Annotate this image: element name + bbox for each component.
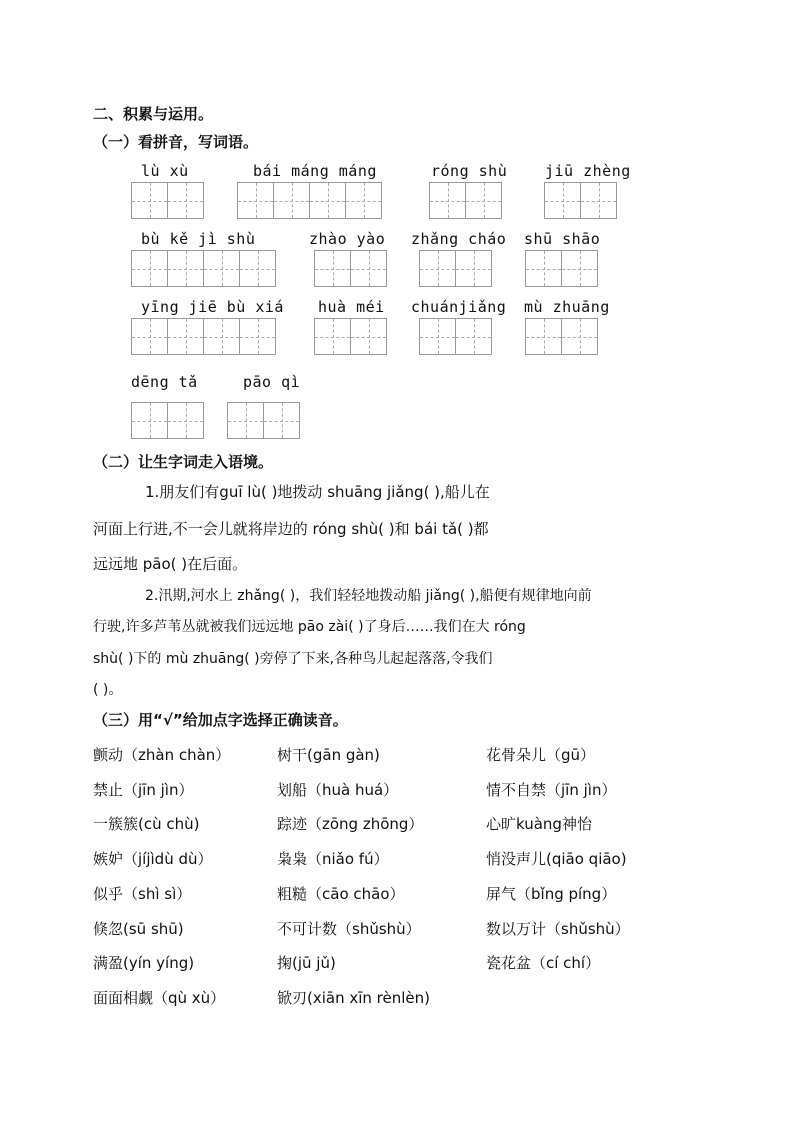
pinyin-label: shū shāo [524, 230, 601, 248]
writing-cell[interactable] [314, 250, 351, 287]
part2-title: （二）让生字词走入语境。 [93, 453, 274, 471]
writing-cell[interactable] [273, 182, 310, 219]
writing-cell[interactable] [314, 318, 351, 355]
writing-cell[interactable] [131, 250, 168, 287]
part3-title: （三）用“√”给加点字选择正确读音。 [93, 711, 348, 729]
pinyin-label: huà méi [318, 298, 385, 316]
section-title: 二、积累与运用。 [93, 105, 214, 123]
writing-cell[interactable] [131, 318, 168, 355]
writing-cell[interactable] [429, 182, 466, 219]
writing-cell[interactable] [544, 182, 581, 219]
pinyin-label: yīng jiē bù xiá [141, 298, 284, 316]
writing-grid[interactable] [525, 250, 597, 287]
writing-grid[interactable] [544, 182, 616, 219]
pronunciation-item[interactable]: 踪迹（zōng zhōng） [277, 815, 424, 834]
context-p1-line2: 河面上行进,不一会儿就将岸边的 róng shù( )和 bái tǎ( )都 [93, 520, 489, 538]
pronunciation-item[interactable]: 满盈(yín yíng) [93, 954, 195, 973]
pronunciation-item[interactable]: 面面相觑（qù xù） [93, 988, 226, 1007]
pronunciation-item[interactable]: 掬(jū jǔ) [277, 954, 336, 973]
context-p1-line1: 1.朋友们有guī lù( )地拨动 shuāng jiǎng( ),船儿在 [145, 483, 490, 501]
pronunciation-item[interactable]: 树干(gān gàn) [277, 746, 380, 764]
pinyin-label: chuánjiǎng [411, 298, 507, 316]
writing-grid[interactable] [419, 250, 491, 287]
writing-cell[interactable] [239, 250, 276, 287]
pronunciation-item[interactable]: 倏忽(sū shū) [93, 919, 184, 938]
writing-grid[interactable] [525, 318, 597, 355]
writing-grid[interactable] [131, 318, 275, 355]
pinyin-label: bái máng máng [253, 162, 377, 180]
pinyin-label: mù zhuāng [524, 298, 610, 316]
pinyin-label: zhǎng cháo [411, 230, 507, 248]
pinyin-label: bù kě jì shù [141, 230, 256, 248]
pinyin-label: pāo qì [243, 373, 301, 391]
writing-cell[interactable] [419, 318, 456, 355]
part1-title: （一）看拼音，写词语。 [93, 133, 259, 151]
context-p2-line1: 2.汛期,河水上 zhǎng( )，我们轻轻地拨动船 jiǎng( ),船便有规律地向前 [145, 588, 592, 604]
writing-cell[interactable] [580, 182, 617, 219]
writing-grid[interactable] [237, 182, 381, 219]
writing-grid[interactable] [131, 402, 203, 439]
writing-cell[interactable] [465, 182, 502, 219]
pronunciation-item[interactable]: 情不自禁（jīn jìn） [486, 780, 617, 799]
writing-grid[interactable] [131, 250, 275, 287]
writing-cell[interactable] [525, 318, 562, 355]
context-p2-line2: 行驶,许多芦苇丛就被我们远远地 pāo zài( )了身后……我们在大 róng [93, 619, 526, 635]
pronunciation-item[interactable]: 花骨朵儿（gū） [486, 746, 596, 764]
pronunciation-item[interactable]: 粗糙（cāo chāo） [277, 884, 405, 903]
writing-cell[interactable] [131, 182, 168, 219]
context-p2-line4: ( )。 [93, 682, 123, 698]
writing-cell[interactable] [561, 250, 598, 287]
writing-grid[interactable] [314, 318, 386, 355]
pinyin-label: dēng tǎ [131, 373, 198, 391]
pronunciation-item[interactable]: 心旷kuàng神怡 [486, 815, 592, 834]
context-p2-line3: shù( )下的 mù zhuāng( )旁停了下来,各种鸟儿起起落落,令我们 [93, 651, 493, 667]
pronunciation-item[interactable]: 数以万计（shǔshù） [486, 919, 630, 938]
writing-cell[interactable] [525, 250, 562, 287]
writing-cell[interactable] [350, 318, 387, 355]
pinyin-label: róng shù [431, 162, 508, 180]
writing-cell[interactable] [237, 182, 274, 219]
writing-cell[interactable] [203, 250, 240, 287]
writing-cell[interactable] [455, 250, 492, 287]
pronunciation-item[interactable]: 颤动（zhàn chàn） [93, 746, 231, 764]
writing-cell[interactable] [239, 318, 276, 355]
writing-grid[interactable] [314, 250, 386, 287]
writing-cell[interactable] [309, 182, 346, 219]
pronunciation-item[interactable]: 一簇簇(cù chù) [93, 815, 200, 834]
writing-cell[interactable] [345, 182, 382, 219]
pronunciation-item[interactable]: 锨刃(xiān xīn rènlèn) [277, 988, 431, 1007]
pronunciation-item[interactable]: 悄没声儿(qiāo qiāo) [486, 850, 627, 869]
pronunciation-item[interactable]: 枭枭（niǎo fú） [277, 850, 389, 869]
writing-cell[interactable] [167, 318, 204, 355]
writing-cell[interactable] [455, 318, 492, 355]
writing-grid[interactable] [419, 318, 491, 355]
writing-cell[interactable] [167, 402, 204, 439]
writing-cell[interactable] [263, 402, 300, 439]
pronunciation-item[interactable]: 嫉妒（jíjìdù dù） [93, 850, 213, 869]
pronunciation-item[interactable]: 似乎（shì sì） [93, 884, 192, 903]
writing-grid[interactable] [227, 402, 299, 439]
writing-cell[interactable] [167, 250, 204, 287]
pronunciation-item[interactable]: 不可计数（shǔshù） [277, 919, 421, 938]
writing-cell[interactable] [131, 402, 168, 439]
writing-grid[interactable] [131, 182, 203, 219]
pronunciation-item[interactable]: 瓷花盆（cí chí） [486, 954, 601, 973]
writing-cell[interactable] [203, 318, 240, 355]
pronunciation-item[interactable]: 禁止（jīn jìn） [93, 780, 194, 799]
writing-cell[interactable] [350, 250, 387, 287]
context-p1-line3: 远远地 pāo( )在后面。 [93, 555, 248, 573]
pinyin-label: lù xù [141, 162, 189, 180]
writing-cell[interactable] [419, 250, 456, 287]
writing-grid[interactable] [429, 182, 501, 219]
writing-cell[interactable] [227, 402, 264, 439]
pronunciation-item[interactable]: 划船（huà huá） [277, 780, 399, 799]
pinyin-label: zhào yào [309, 230, 386, 248]
pronunciation-item[interactable]: 屏气（bǐng píng） [486, 884, 617, 903]
pinyin-label: jiū zhèng [545, 162, 631, 180]
writing-cell[interactable] [561, 318, 598, 355]
writing-cell[interactable] [167, 182, 204, 219]
